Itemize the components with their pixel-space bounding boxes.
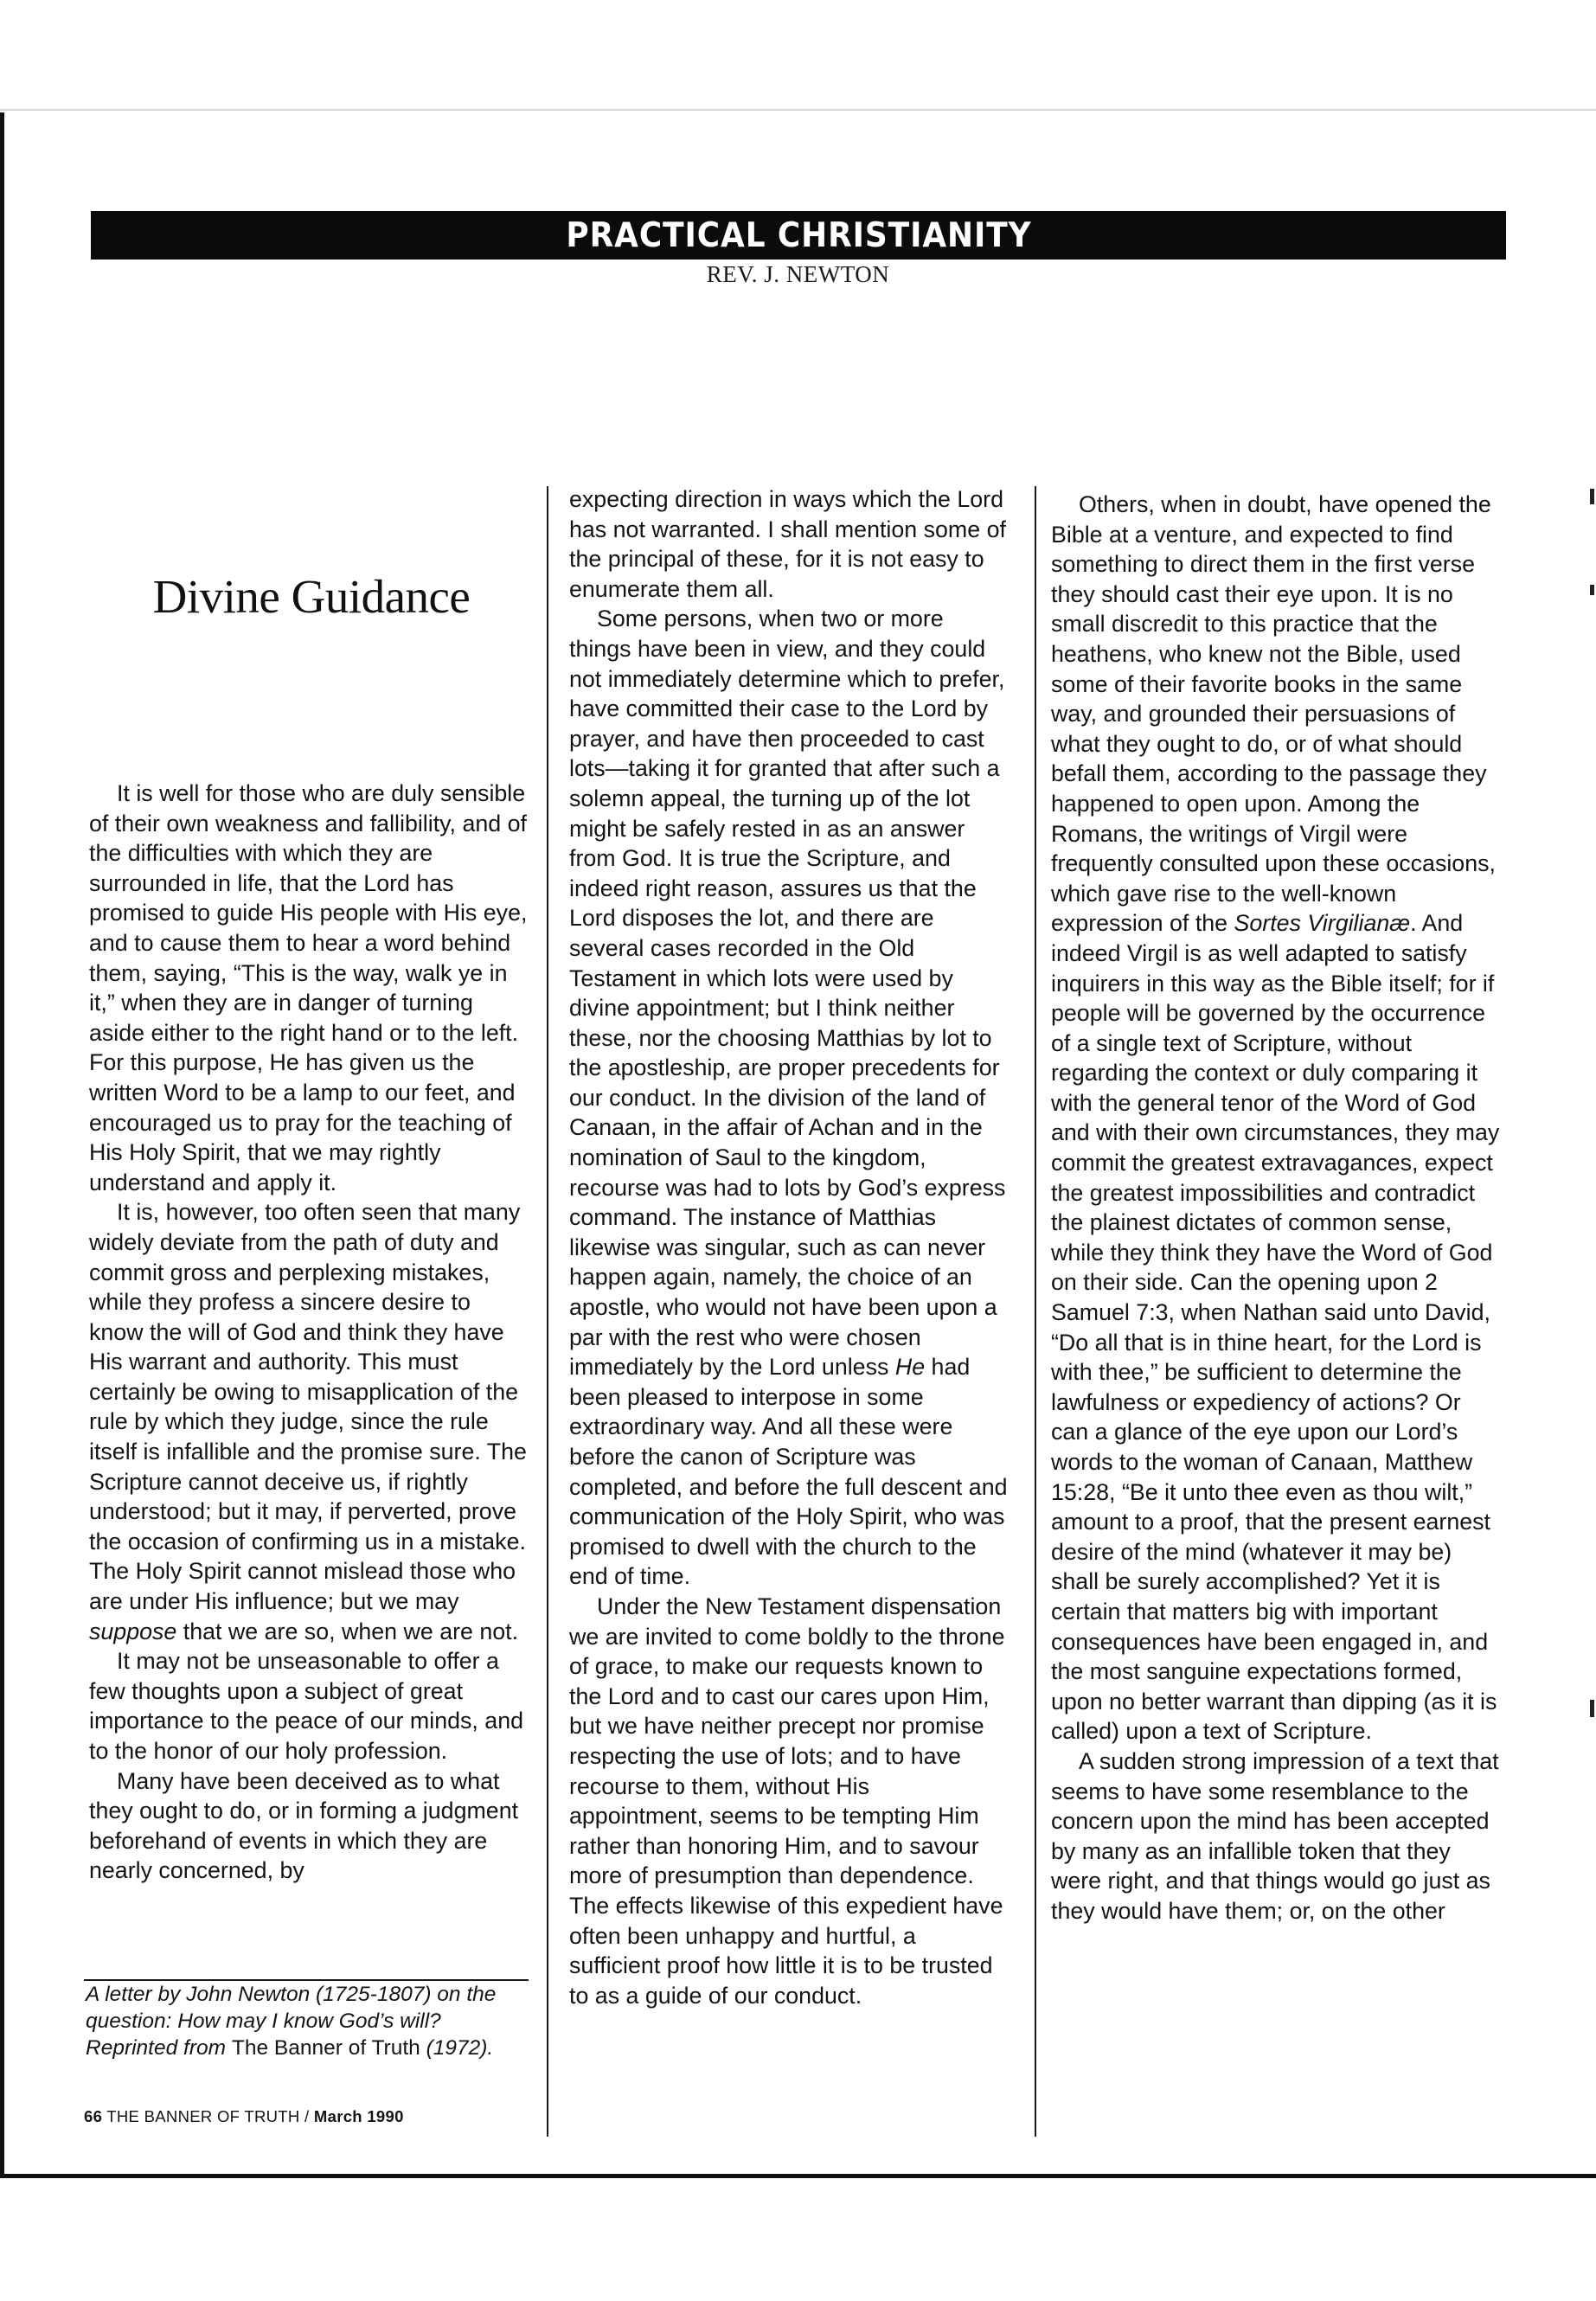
paragraph: Others, when in doubt, have opened the Bible at a venture, and expected to find something to direct them in the first verse they should cast their eye upon. It is no small discredit to this practice that the heathens, who knew not the Bible, used some of their favorite books in the same way, and grounded their persuasions of what they ought to do, or of what should befall them, according to the passage they happened to open upon. Among the Romans, the writings of Virgil were frequently consulted upon these occasions, which gave rise to the well-known expression of the Sortes Virgilianæ. And indeed Virgil is as well adapted to satisfy inquirers in this way as the Bible itself; for if people will be governed by the occurrence of a single text of Scripture, without regarding the context or duly comparing it with the general tenor of the Word of God and with their own circumstances, they may commit the greatest extravagances, expect the greatest impossibilities and contradict the plainest dictates of common sense, while they think they have the Word of God on their side. Can the opening upon 2 Samuel 7:3, when Nathan said unto David, “Do all that is in thine heart, for the Lord is with thee,” be sufficient to determine the lawfulness or expediency of actions? Or can a glance of the eye upon our Lord’s words to the woman of Canaan, Matthew 15:28, “Be it unto thee even as thou wilt,” amount to a proof, that the present earnest desire of the mind (whatever it may be) shall be surely accomplished? Yet it is certain that matters big with important consequences have been engaged in, and the most sanguine expectations formed, upon no better warrant than dipping (as it is called) upon a text of Scripture. (1051, 491, 1500, 1745)
emphasis: suppose (89, 1618, 177, 1644)
author-byline: REV. J. NEWTON (706, 261, 890, 287)
paragraph: Under the New Testament dispensation we are invited to come boldly to the throne of grace, to make our requests known to the Lord and to cast our cares upon Him, but we have neither precept nor promise respecting the use of lots; and to have recourse to them, without His appointment, seems to be tempting Him rather than honoring Him, and to savour more of presumption than dependence. The effects likewise of this expedient have often been unhappy and hurtful, a sufficient proof how little it is to be trusted to as a guide of our conduct. (569, 1593, 1005, 2009)
section-title: PRACTICAL CHRISTIANITY (565, 215, 1032, 255)
scan-bottom-edge (0, 2174, 1596, 2178)
paragraph: It is, however, too often seen that many widely deviate from the path of duty and commit gross and perplexing mistakes, while they profess a sincere desire to know the will of God and think they have His warrant and authority. This must certainly be owing to misapplication of the rule by which they judge, since the rule itself is infallible and the promise sure. The Scripture cannot deceive us, if rightly understood; but it may, if perverted, prove the occasion of confirming us in a mistake. The Holy Spirit cannot mislead those who are under His influence; but we may suppose that we are so, when we are not. (89, 1199, 527, 1644)
scan-left-edge (0, 112, 4, 2176)
section-banner (91, 211, 1506, 260)
footnote-line: Reprinted from The Banner of Truth (1972). (86, 2036, 494, 2060)
page-folio (84, 2107, 534, 2126)
edge-mark (1590, 585, 1594, 595)
page-top-shadow (0, 109, 1596, 111)
footnote-line: A letter by John Newton (1725-1807) on the (86, 1983, 497, 2006)
article-title: Divine Guidance (152, 570, 471, 623)
article-column-3 (1051, 490, 1504, 1926)
paragraph: expecting direction in ways which the Lord has not warranted. I shall mention some of the principal of these, for it is not easy to enumerate them all. (569, 486, 1006, 602)
column-divider (547, 486, 548, 2137)
publication-name: THE BANNER OF TRUTH / (106, 2107, 310, 2125)
emphasis: Sortes Virgilianæ (1234, 910, 1411, 937)
edge-mark (1590, 489, 1594, 504)
paragraph: It may not be unseasonable to offer a few thoughts upon a subject of great importance to the peace of our minds, and to the honor of our holy profession. (89, 1648, 523, 1764)
footnote-line: question: How may I know God’s will? (86, 2009, 441, 2033)
emphasis: He (894, 1354, 926, 1381)
paragraph: It is well for those who are duly sensible of their own weakness and fallibility, and of the difficulties with which they are surrounded in life, that the Lord has promised to guide His people with His eye, and to cause them to hear a word behind them, saying, “This is the way, walk ye in it,” when they are in danger of turning aside either to the right hand or to the left. For this purpose, He has given us the written Word to be a lamp to our feet, and encouraged us to pray for the teaching of His Holy Spirit, that we may rightly understand and apply it. (89, 780, 528, 1195)
source-footnote (86, 1981, 535, 2061)
edge-mark (1590, 1700, 1594, 1717)
issue-date: March 1990 (313, 2107, 404, 2125)
column-divider (1035, 486, 1036, 2137)
article-column-1 (89, 779, 529, 1886)
paragraph: A sudden strong impression of a text that seems to have some resemblance to the concern upon the mind has been accepted by many as an infallible token that they were right, and that things would go just as they would have them; or, on the other (1051, 1747, 1499, 1924)
paragraph: Some persons, when two or more things have been in view, and they could not immediately determine which to prefer, have committed their case to the Lord by prayer, and have then proceeded to cast lots—taking it for granted that after such a solemn appeal, the turning up of the lot might be safely rested in as an answer from God. It is true the Scripture, and indeed right reason, assures us that the Lord disposes the lot, and there are several cases recorded in the Old Testament in which lots were used by divine appointment; but I think neither these, nor the choosing Matthias by lot to the apostleship, are proper precedents for our conduct. In the division of the land of Canaan, in the affair of Achan and in the nomination of Saul to the kingdom, recourse was had to lots by God’s express command. The instance of Matthias likewise was singular, such as can never happen again, namely, the choice of an apostle, who would not have been upon a par with the rest who were chosen immediately by the Lord unless He had been pleased to interpose in some extraordinary way. And all these were before the canon of Scripture was completed, and before the full descent and communication of the Holy Spirit, who was promised to dwell with the church to the end of time. (569, 606, 1008, 1590)
source-title: The Banner of Truth (231, 2036, 420, 2060)
article-column-2 (569, 484, 1009, 2010)
paragraph: Many have been deceived as to what they ought to do, or in forming a judgment beforehand of events in which they are nearly concerned, by (89, 1767, 519, 1884)
page-number: 66 (84, 2107, 103, 2125)
